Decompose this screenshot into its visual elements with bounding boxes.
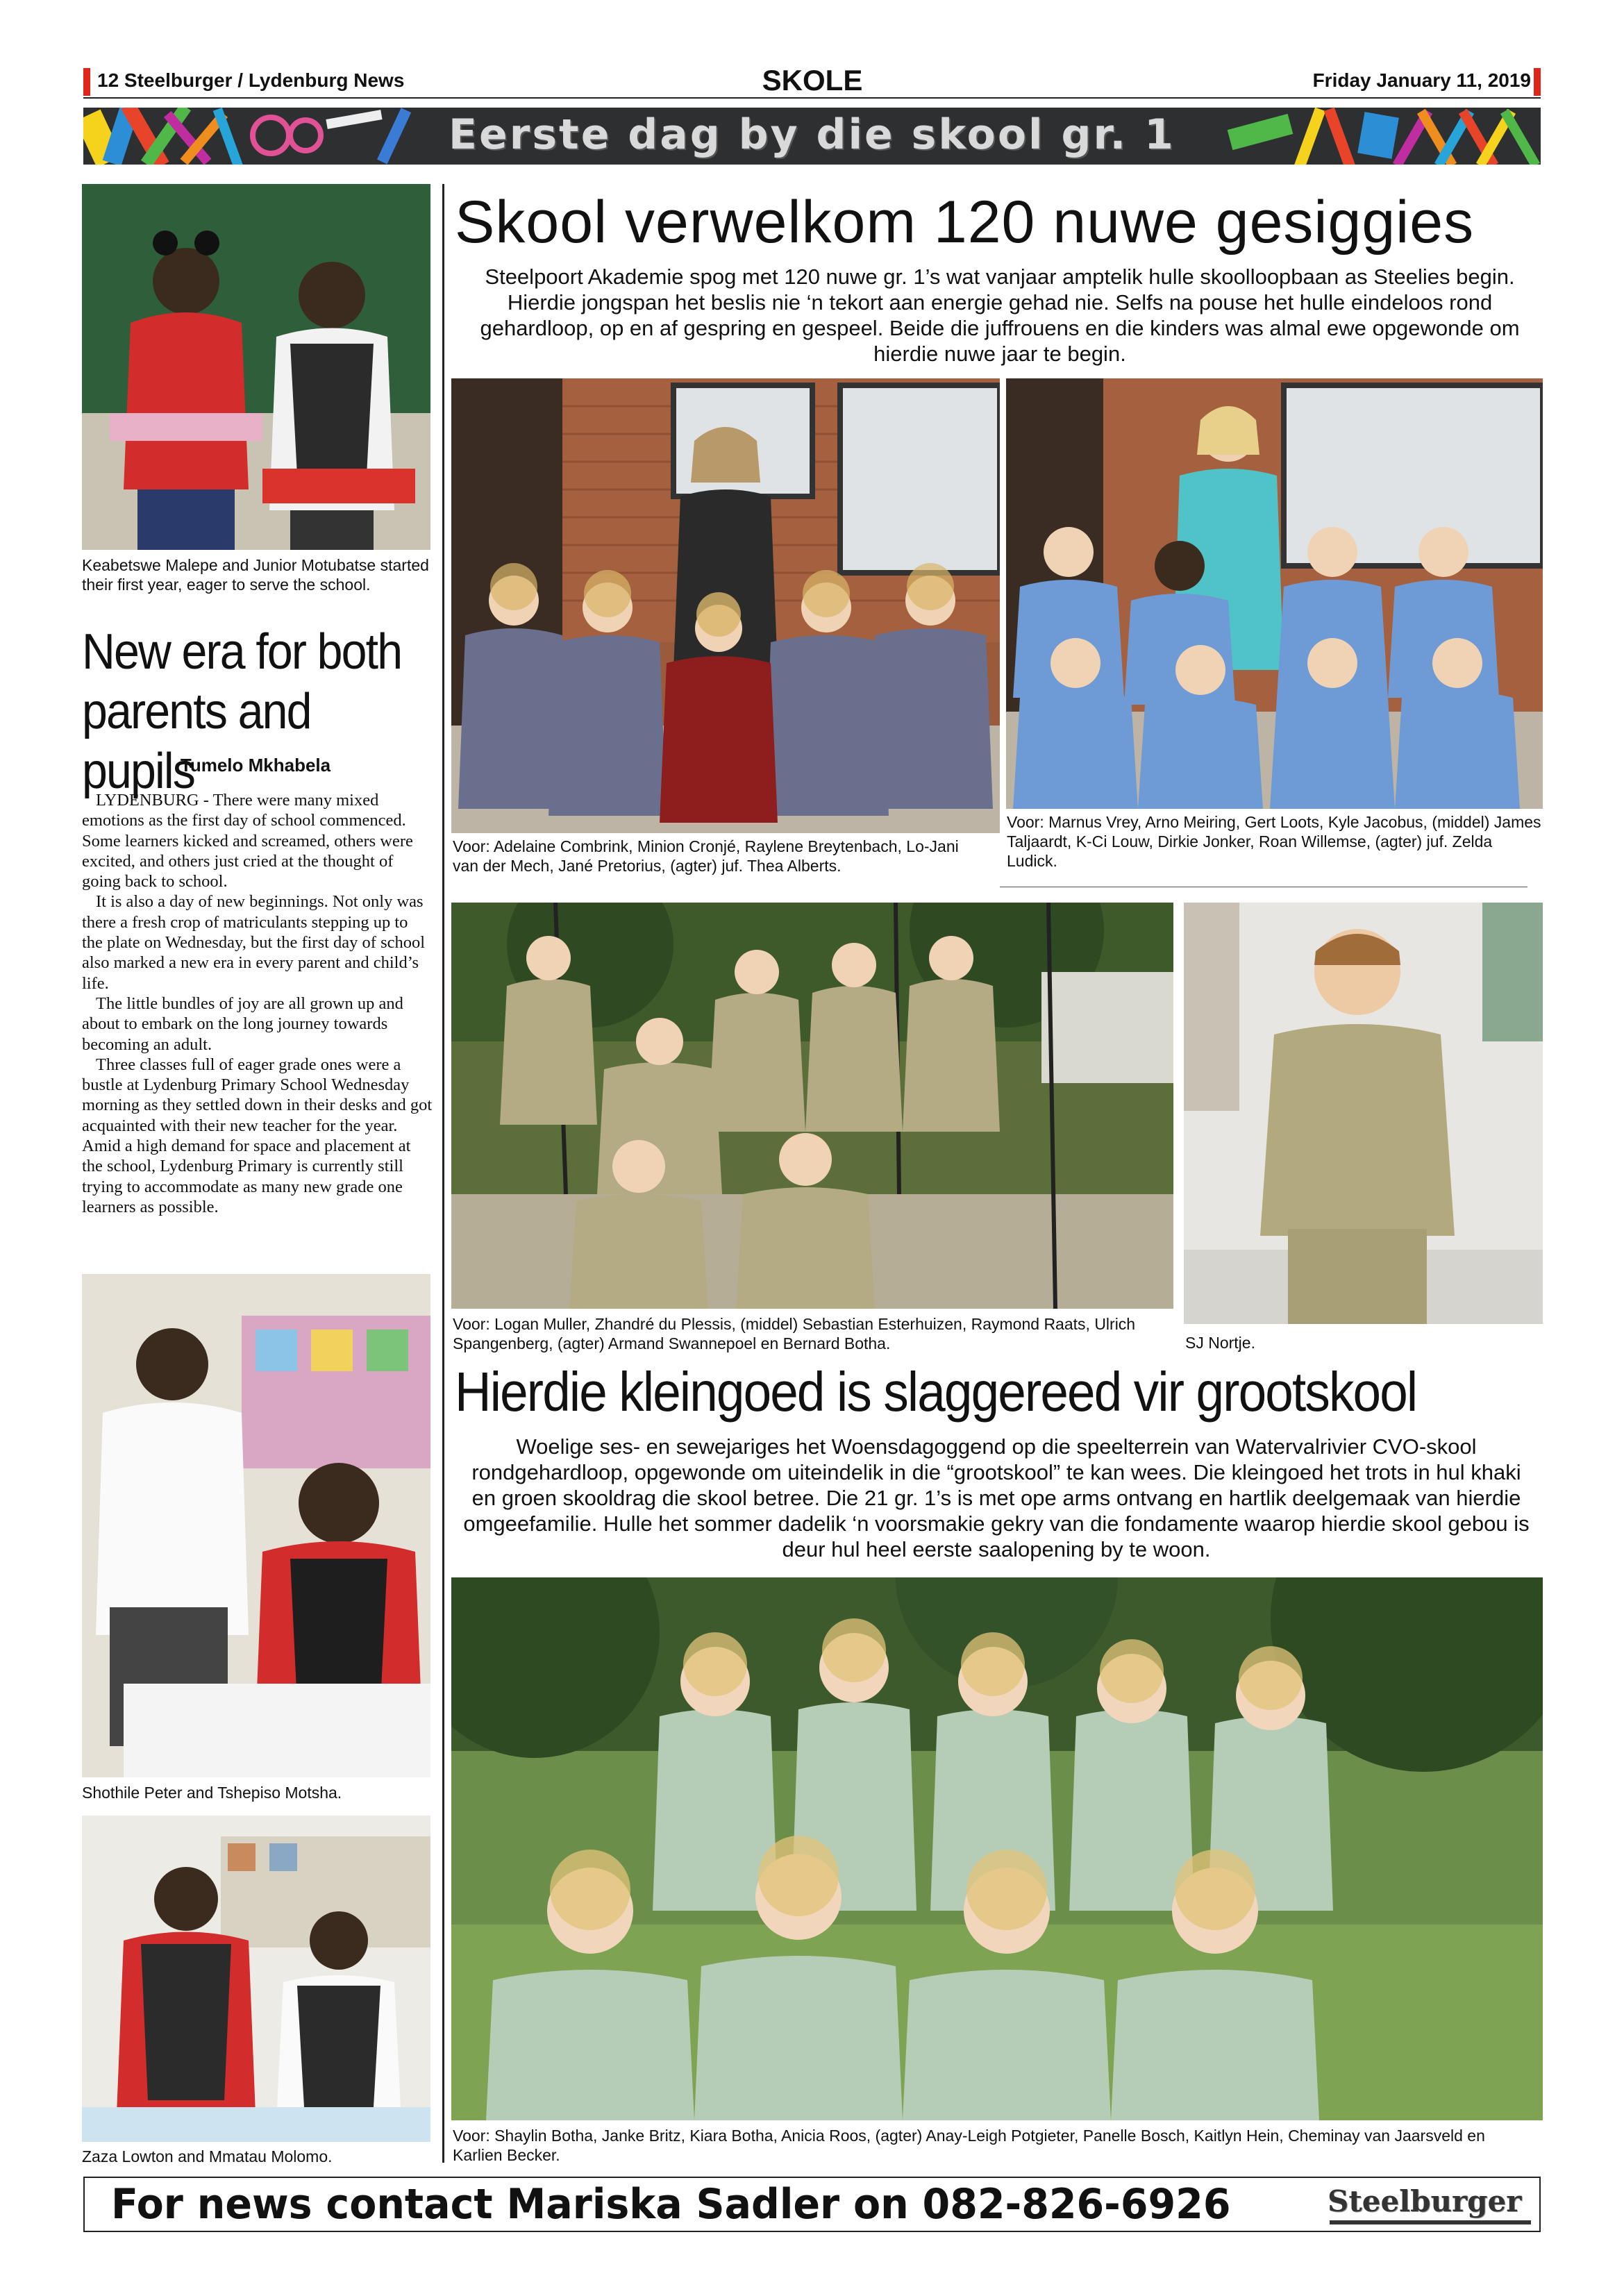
photo-swing-caption: Voor: Logan Muller, Zhandré du Plessis, (middel) Sebastian Esterhuizen, Raymond Raats, Ulrich Spangenberg, (agter) Armand Swannepoel en Bernard Botha. xyxy=(453,1315,1136,1352)
photo-keabetswe-junior xyxy=(82,184,430,550)
photo2-caption: Shothile Peter and Tshepiso Motsha. xyxy=(82,1784,342,1802)
paragraph: It is also a day of new beginnings. Not only was there a fresh crop of matriculants stepping up to the plate on Wednesday, but the first day of school also marked a new era in every parent and child’s life. xyxy=(82,892,426,993)
paragraph: Three classes full of eager grade ones were a bustle at Lydenburg Primary School Wednesday morning as they settled down in their desks and got acquainted with their new teacher for the year. Amid a high demand for space and placement at the school, Lydenburg Primary is currently still trying to accommodate as many new grade one learners as possible. xyxy=(82,1055,433,1216)
paragraph: LYDENBURG - There were many mixed emotions as the first day of school commenced. Some learners kicked and screamed, others were excited, and others just cried at the thought of going back to school. xyxy=(82,791,413,891)
photo-left-caption: Voor: Adelaine Combrink, Minion Cronjé, Raylene Breytenbach, Lo-Jani van der Mech, Jané Pretorius, (agter) juf. Thea Alberts. xyxy=(453,837,959,875)
byline: Tumelo Mkhabela xyxy=(180,755,331,776)
story1-headline: Skool verwelkom 120 nuwe gesiggies xyxy=(455,189,1475,255)
footer-logo-rule xyxy=(1330,2220,1531,2224)
photo-swing-boys xyxy=(451,903,1173,1309)
photo-zaza-mmatau xyxy=(82,1816,430,2142)
story2-photo-caption: Voor: Shaylin Botha, Janke Britz, Kiara Botha, Anicia Roos, (agter) Anay-Leigh Potgieter, Panelle Bosch, Kaitlyn Hein, Cheminay van Jaarsveld en Karlien Becker. xyxy=(453,2127,1485,2164)
story2-deck: Woelige ses- en sewejariges het Woensdagoggend op die speelterrein van Watervalrivier CVO-skool rondgehardloop, opgewonde om uiteindelik in die “grootskool” te kan wees. Die kleingoed het trots in hul khaki en groen skooldrag die skool betree. Die 21 gr. 1’s is met ope arms ontvang en hartlik deelgemaak van hierdie omgeefamilie. Hulle het sommer dadelik ‘n voorsmakie gekry van die fondamente waarop hierdie skool gebou is deur hul heel eerste saalopening by te woon. xyxy=(463,1434,1530,1561)
left-story-body xyxy=(82,790,433,1217)
left-headline: New era for both parents and pupils xyxy=(82,624,402,799)
photo3-caption: Zaza Lowton and Mmatau Molomo. xyxy=(82,2147,333,2165)
photo-right-caption: Voor: Marnus Vrey, Arno Meiring, Gert Loots, Kyle Jacobus, (middel) James Taljaardt, K-Ci Louw, Dirkie Jonker, Roan Willemse, (agter) juf. Zelda Ludick. xyxy=(1007,813,1541,870)
footer-logo: Steelburger xyxy=(1328,2184,1522,2218)
photo-boy-caption: SJ Nortje. xyxy=(1185,1334,1255,1352)
header-accent-right xyxy=(1534,68,1541,96)
folio: 12 Steelburger / Lydenburg News xyxy=(97,69,405,91)
photo-watervalrivier-girls xyxy=(451,1577,1543,2120)
photo-steelpoort-girls xyxy=(451,378,1000,833)
footer-contact: For news contact Mariska Sadler on 082-826-6926 xyxy=(111,2180,1231,2229)
issue-date: Friday January 11, 2019 xyxy=(1312,69,1531,91)
header-rule xyxy=(83,97,1541,99)
story2-headline: Hierdie kleingoed is slaggereed vir grootskool xyxy=(455,1361,1417,1423)
column-rule-left xyxy=(442,184,444,2163)
section-label: SKOLE xyxy=(762,64,863,97)
banner-title: Eerste dag by die skool gr. 1 xyxy=(449,110,1175,159)
photo-shothile-tshepiso xyxy=(82,1274,430,1777)
section-banner xyxy=(83,108,1541,165)
story1-deck: Steelpoort Akademie spog met 120 nuwe gr. 1’s wat vanjaar amptelik hulle skoolloopbaan as Steelies begin. Hierdie jongspan het beslis nie ‘n tekort aan energie gehad nie. Selfs na pouse het hulle eindeloos rond gehardloop, op en af gespring en gespeel. Beide die juffrouens en die kinders was almal ewe opgewonde om hierdie nuwe jaar te begin. xyxy=(480,265,1520,366)
photo1-caption: Keabetswe Malepe and Junior Motubatse started their first year, eager to serve the school. xyxy=(82,556,429,594)
header-accent-left xyxy=(83,68,90,96)
photo-steelpoort-boys xyxy=(1006,378,1543,809)
paragraph: The little bundles of joy are all grown up and about to embark on the long journey towards becoming an adult. xyxy=(82,994,403,1054)
photo-sj-nortje xyxy=(1184,903,1543,1324)
